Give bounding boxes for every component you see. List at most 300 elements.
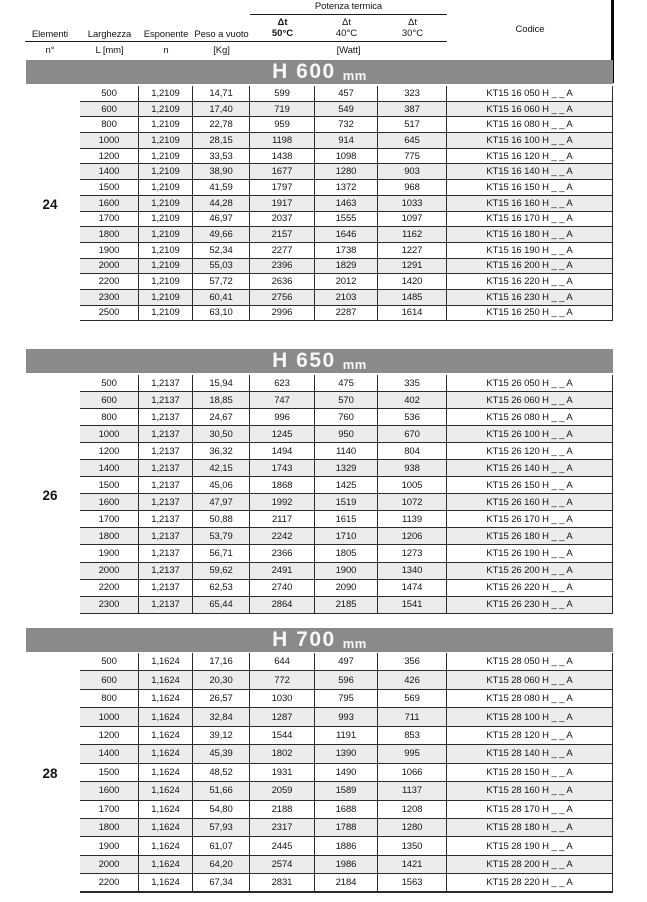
header-divider: [25, 41, 447, 42]
column-subheader-n: n°: [45, 45, 55, 56]
table-row: [80, 690, 613, 708]
table-row: [80, 511, 613, 528]
cell-peso-a-vuoto: 61,07: [193, 837, 250, 854]
cell-peso-a-vuoto: 55,03: [193, 259, 250, 274]
cell-potenza-40c: 457: [315, 86, 378, 101]
cell-codice: KT15 16 190 H _ _ A: [447, 243, 613, 258]
cell-codice: KT15 16 220 H _ _ A: [447, 274, 613, 289]
section-title: H 700: [272, 628, 336, 651]
cell-potenza-50c: 644: [250, 653, 315, 670]
cell-potenza-40c: 1589: [315, 782, 378, 799]
table-row: [80, 149, 613, 165]
cell-potenza-40c: 2090: [315, 580, 378, 596]
cell-codice: KT15 28 200 H _ _ A: [447, 856, 613, 873]
cell-potenza-30c: 1350: [378, 837, 447, 854]
cell-codice: KT15 28 150 H _ _ A: [447, 764, 613, 781]
cell-peso-a-vuoto: 22,78: [193, 117, 250, 132]
spec-table-h700: [80, 653, 613, 893]
cell-codice: KT15 16 050 H _ _ A: [447, 86, 613, 101]
table-row: [80, 727, 613, 745]
cell-potenza-50c: 2831: [250, 874, 315, 890]
cell-codice: KT15 28 220 H _ _ A: [447, 874, 613, 890]
cell-peso-a-vuoto: 24,67: [193, 409, 250, 425]
cell-peso-a-vuoto: 50,88: [193, 511, 250, 527]
cell-peso-a-vuoto: 63,10: [193, 306, 250, 321]
cell-codice: KT15 16 230 H _ _ A: [447, 290, 613, 305]
table-row: [80, 306, 613, 322]
cell-peso-a-vuoto: 42,15: [193, 460, 250, 476]
cell-larghezza: 1600: [80, 494, 139, 510]
column-subheader-watt: [Watt]: [336, 45, 361, 56]
cell-potenza-30c: 1097: [378, 212, 447, 227]
cell-peso-a-vuoto: 45,06: [193, 477, 250, 493]
cell-peso-a-vuoto: 54,80: [193, 801, 250, 818]
element-count-26: 26: [42, 488, 58, 503]
cell-larghezza: 1800: [80, 227, 139, 242]
cell-esponente: 1,2109: [139, 290, 193, 305]
table-row: [80, 745, 613, 763]
cell-larghezza: 1000: [80, 426, 139, 442]
table-row: [80, 528, 613, 545]
cell-codice: KT15 16 160 H _ _ A: [447, 196, 613, 211]
cell-potenza-50c: 1544: [250, 727, 315, 744]
cell-peso-a-vuoto: 56,71: [193, 545, 250, 561]
cell-larghezza: 1000: [80, 708, 139, 725]
column-subheader-l-mm: L [mm]: [95, 45, 124, 56]
cell-esponente: 1,2137: [139, 477, 193, 493]
cell-potenza-40c: 596: [315, 671, 378, 688]
column-header-larghezza: Larghezza: [87, 29, 132, 40]
cell-potenza-30c: 1421: [378, 856, 447, 873]
cell-potenza-30c: 1280: [378, 819, 447, 836]
cell-potenza-50c: 2445: [250, 837, 315, 854]
cell-potenza-30c: 1162: [378, 227, 447, 242]
cell-potenza-40c: 993: [315, 708, 378, 725]
table-row: [80, 102, 613, 118]
cell-potenza-50c: 2756: [250, 290, 315, 305]
cell-potenza-40c: 1425: [315, 477, 378, 493]
cell-potenza-50c: 2996: [250, 306, 315, 321]
cell-potenza-40c: 1738: [315, 243, 378, 258]
cell-potenza-40c: 2012: [315, 274, 378, 289]
cell-esponente: 1,2109: [139, 133, 193, 148]
column-header-codice: Codice: [515, 24, 545, 35]
cell-potenza-50c: 2277: [250, 243, 315, 258]
delta-t-symbol: Δt: [342, 17, 351, 28]
cell-esponente: 1,1624: [139, 819, 193, 836]
cell-larghezza: 1200: [80, 443, 139, 459]
cell-potenza-50c: 2366: [250, 545, 315, 561]
cell-potenza-40c: 1490: [315, 764, 378, 781]
cell-esponente: 1,2109: [139, 243, 193, 258]
cell-potenza-40c: 1710: [315, 528, 378, 544]
cell-potenza-40c: 1886: [315, 837, 378, 854]
spec-table-h650: [80, 375, 613, 614]
cell-peso-a-vuoto: 39,12: [193, 727, 250, 744]
table-row: [80, 801, 613, 819]
cell-larghezza: 1700: [80, 511, 139, 527]
table-row: [80, 164, 613, 180]
cell-larghezza: 1700: [80, 801, 139, 818]
cell-potenza-50c: 719: [250, 102, 315, 117]
cell-potenza-50c: 1931: [250, 764, 315, 781]
cell-larghezza: 1700: [80, 212, 139, 227]
cell-esponente: 1,2137: [139, 494, 193, 510]
table-row: [80, 837, 613, 855]
cell-potenza-40c: 1646: [315, 227, 378, 242]
cell-esponente: 1,2109: [139, 274, 193, 289]
cell-larghezza: 1200: [80, 149, 139, 164]
cell-larghezza: 2000: [80, 259, 139, 274]
cell-esponente: 1,2109: [139, 212, 193, 227]
cell-peso-a-vuoto: 14,71: [193, 86, 250, 101]
section-title-unit: mm: [342, 356, 367, 372]
column-subheader-kg: [Kg]: [213, 45, 230, 56]
cell-potenza-30c: 517: [378, 117, 447, 132]
cell-potenza-50c: 1868: [250, 477, 315, 493]
cell-peso-a-vuoto: 52,34: [193, 243, 250, 258]
cell-codice: KT15 28 190 H _ _ A: [447, 837, 613, 854]
cell-esponente: 1,1624: [139, 727, 193, 744]
table-row: [80, 708, 613, 726]
cell-potenza-40c: 570: [315, 392, 378, 408]
cell-potenza-50c: 1030: [250, 690, 315, 707]
cell-potenza-30c: 1066: [378, 764, 447, 781]
cell-larghezza: 1500: [80, 477, 139, 493]
cell-codice: KT15 16 170 H _ _ A: [447, 212, 613, 227]
table-row: [80, 409, 613, 426]
cell-potenza-30c: 645: [378, 133, 447, 148]
cell-potenza-30c: 903: [378, 164, 447, 179]
cell-esponente: 1,1624: [139, 690, 193, 707]
column-subheader-n-exp: n: [163, 45, 169, 56]
cell-potenza-40c: 1805: [315, 545, 378, 561]
cell-codice: KT15 26 160 H _ _ A: [447, 494, 613, 510]
cell-peso-a-vuoto: 67,34: [193, 874, 250, 890]
cell-esponente: 1,1624: [139, 764, 193, 781]
cell-potenza-30c: 402: [378, 392, 447, 408]
cell-esponente: 1,1624: [139, 801, 193, 818]
cell-larghezza: 600: [80, 392, 139, 408]
cell-codice: KT15 26 080 H _ _ A: [447, 409, 613, 425]
cell-codice: KT15 28 170 H _ _ A: [447, 801, 613, 818]
cell-larghezza: 1900: [80, 545, 139, 561]
cell-potenza-50c: 1198: [250, 133, 315, 148]
cell-peso-a-vuoto: 60,41: [193, 290, 250, 305]
cell-peso-a-vuoto: 53,79: [193, 528, 250, 544]
cell-potenza-30c: 387: [378, 102, 447, 117]
cell-potenza-40c: 1463: [315, 196, 378, 211]
cell-potenza-30c: 569: [378, 690, 447, 707]
cell-potenza-50c: 623: [250, 375, 315, 391]
spec-table-h600: [80, 86, 613, 321]
cell-codice: KT15 16 200 H _ _ A: [447, 259, 613, 274]
cell-peso-a-vuoto: 51,66: [193, 782, 250, 799]
cell-esponente: 1,1624: [139, 837, 193, 854]
column-header-elementi: Elementi: [31, 29, 69, 40]
cell-esponente: 1,2137: [139, 460, 193, 476]
cell-peso-a-vuoto: 49,66: [193, 227, 250, 242]
cell-peso-a-vuoto: 59,62: [193, 563, 250, 579]
cell-peso-a-vuoto: 26,57: [193, 690, 250, 707]
cell-potenza-40c: 1329: [315, 460, 378, 476]
cell-potenza-50c: 996: [250, 409, 315, 425]
cell-potenza-30c: 995: [378, 745, 447, 762]
section-band-h600: [26, 60, 613, 84]
section-band-h700: [26, 628, 613, 652]
cell-potenza-30c: 1291: [378, 259, 447, 274]
cell-larghezza: 1600: [80, 196, 139, 211]
cell-codice: KT15 16 100 H _ _ A: [447, 133, 613, 148]
cell-potenza-50c: 2740: [250, 580, 315, 596]
cell-peso-a-vuoto: 18,85: [193, 392, 250, 408]
cell-peso-a-vuoto: 46,97: [193, 212, 250, 227]
cell-esponente: 1,2137: [139, 375, 193, 391]
cell-potenza-50c: 1287: [250, 708, 315, 725]
cell-potenza-30c: 1614: [378, 306, 447, 321]
table-row: [80, 819, 613, 837]
cell-larghezza: 2200: [80, 274, 139, 289]
cell-potenza-50c: 2037: [250, 212, 315, 227]
cell-esponente: 1,2137: [139, 597, 193, 613]
cell-larghezza: 500: [80, 375, 139, 391]
cell-codice: KT15 28 100 H _ _ A: [447, 708, 613, 725]
cell-codice: KT15 28 050 H _ _ A: [447, 653, 613, 670]
cell-potenza-30c: 1474: [378, 580, 447, 596]
cell-potenza-30c: 1139: [378, 511, 447, 527]
cell-potenza-30c: 1208: [378, 801, 447, 818]
cell-potenza-40c: 1519: [315, 494, 378, 510]
cell-larghezza: 1500: [80, 764, 139, 781]
dt50-temp: 50°C: [271, 28, 294, 39]
cell-codice: KT15 26 170 H _ _ A: [447, 511, 613, 527]
table-row: [80, 290, 613, 306]
cell-potenza-30c: 356: [378, 653, 447, 670]
cell-larghezza: 2500: [80, 306, 139, 321]
cell-potenza-30c: 1033: [378, 196, 447, 211]
cell-potenza-50c: 1992: [250, 494, 315, 510]
cell-esponente: 1,2137: [139, 528, 193, 544]
cell-codice: KT15 16 080 H _ _ A: [447, 117, 613, 132]
cell-esponente: 1,2109: [139, 227, 193, 242]
cell-codice: KT15 26 200 H _ _ A: [447, 563, 613, 579]
cell-larghezza: 600: [80, 102, 139, 117]
cell-potenza-40c: 732: [315, 117, 378, 132]
cell-potenza-50c: 2636: [250, 274, 315, 289]
cell-codice: KT15 26 140 H _ _ A: [447, 460, 613, 476]
table-row: [80, 782, 613, 800]
cell-potenza-50c: 2059: [250, 782, 315, 799]
cell-esponente: 1,2137: [139, 580, 193, 596]
table-row: [80, 180, 613, 196]
cell-esponente: 1,2109: [139, 102, 193, 117]
cell-potenza-40c: 1900: [315, 563, 378, 579]
cell-esponente: 1,1624: [139, 782, 193, 799]
section-band-h650: [26, 349, 613, 373]
cell-potenza-40c: 1191: [315, 727, 378, 744]
cell-potenza-50c: 747: [250, 392, 315, 408]
cell-potenza-30c: 323: [378, 86, 447, 101]
table-row: [80, 243, 613, 259]
cell-potenza-30c: 853: [378, 727, 447, 744]
table-row: [80, 196, 613, 212]
cell-potenza-40c: 1390: [315, 745, 378, 762]
cell-larghezza: 1500: [80, 180, 139, 195]
cell-peso-a-vuoto: 62,53: [193, 580, 250, 596]
cell-esponente: 1,2109: [139, 149, 193, 164]
cell-peso-a-vuoto: 44,28: [193, 196, 250, 211]
cell-potenza-40c: 2287: [315, 306, 378, 321]
cell-potenza-40c: 1555: [315, 212, 378, 227]
cell-esponente: 1,2109: [139, 164, 193, 179]
cell-potenza-30c: 1005: [378, 477, 447, 493]
cell-potenza-50c: 1245: [250, 426, 315, 442]
cell-potenza-40c: 475: [315, 375, 378, 391]
cell-larghezza: 2300: [80, 597, 139, 613]
cell-potenza-30c: 1563: [378, 874, 447, 890]
delta-t-symbol: Δt: [408, 17, 417, 28]
cell-larghezza: 1000: [80, 133, 139, 148]
cell-esponente: 1,2137: [139, 511, 193, 527]
cell-potenza-50c: 2491: [250, 563, 315, 579]
cell-esponente: 1,1624: [139, 671, 193, 688]
column-header-peso-a-vuoto: Peso a vuoto: [194, 29, 249, 40]
table-row: [80, 274, 613, 290]
table-row: [80, 563, 613, 580]
table-row: [80, 117, 613, 133]
cell-esponente: 1,2109: [139, 86, 193, 101]
cell-esponente: 1,2109: [139, 259, 193, 274]
cell-larghezza: 1400: [80, 164, 139, 179]
cell-codice: KT15 28 160 H _ _ A: [447, 782, 613, 799]
element-count-24: 24: [42, 197, 58, 212]
cell-potenza-30c: 1206: [378, 528, 447, 544]
cell-potenza-50c: 2242: [250, 528, 315, 544]
cell-potenza-40c: 2103: [315, 290, 378, 305]
cell-potenza-30c: 968: [378, 180, 447, 195]
cell-larghezza: 1400: [80, 460, 139, 476]
cell-codice: KT15 26 120 H _ _ A: [447, 443, 613, 459]
column-header-dt30: [378, 17, 447, 39]
cell-larghezza: 800: [80, 409, 139, 425]
table-row: [80, 580, 613, 597]
table-row: [80, 460, 613, 477]
table-row: [80, 477, 613, 494]
cell-potenza-50c: 599: [250, 86, 315, 101]
cell-potenza-30c: 1072: [378, 494, 447, 510]
cell-peso-a-vuoto: 64,20: [193, 856, 250, 873]
cell-esponente: 1,2109: [139, 180, 193, 195]
column-header-dt50: [250, 17, 315, 39]
cell-larghezza: 2200: [80, 580, 139, 596]
cell-potenza-50c: 1743: [250, 460, 315, 476]
cell-codice: KT15 26 060 H _ _ A: [447, 392, 613, 408]
cell-peso-a-vuoto: 45,39: [193, 745, 250, 762]
cell-potenza-30c: 775: [378, 149, 447, 164]
cell-larghezza: 800: [80, 690, 139, 707]
cell-potenza-30c: 804: [378, 443, 447, 459]
cell-potenza-50c: 2864: [250, 597, 315, 613]
table-row: [80, 133, 613, 149]
section-title-unit: mm: [342, 635, 367, 651]
cell-potenza-30c: 938: [378, 460, 447, 476]
table-row: [80, 375, 613, 392]
cell-larghezza: 2300: [80, 290, 139, 305]
cell-peso-a-vuoto: 57,72: [193, 274, 250, 289]
table-row: [80, 392, 613, 409]
cell-peso-a-vuoto: 20,30: [193, 671, 250, 688]
cell-esponente: 1,2109: [139, 306, 193, 321]
cell-esponente: 1,2137: [139, 392, 193, 408]
cell-potenza-50c: 1917: [250, 196, 315, 211]
cell-esponente: 1,2137: [139, 443, 193, 459]
table-row: [80, 671, 613, 689]
table-row: [80, 874, 613, 892]
table-row: [80, 426, 613, 443]
section-title-unit: mm: [342, 67, 367, 83]
cell-peso-a-vuoto: 36,32: [193, 443, 250, 459]
cell-codice: KT15 26 220 H _ _ A: [447, 580, 613, 596]
cell-potenza-50c: 2574: [250, 856, 315, 873]
cell-potenza-40c: 2185: [315, 597, 378, 613]
table-row: [80, 597, 613, 614]
cell-codice: KT15 28 140 H _ _ A: [447, 745, 613, 762]
cell-potenza-40c: 1140: [315, 443, 378, 459]
cell-larghezza: 2200: [80, 874, 139, 890]
cell-esponente: 1,1624: [139, 708, 193, 725]
cell-codice: KT15 28 120 H _ _ A: [447, 727, 613, 744]
cell-larghezza: 1200: [80, 727, 139, 744]
cell-larghezza: 2000: [80, 563, 139, 579]
cell-peso-a-vuoto: 41,59: [193, 180, 250, 195]
cell-potenza-40c: 497: [315, 653, 378, 670]
cell-larghezza: 1900: [80, 837, 139, 854]
dt30-temp: 30°C: [401, 28, 424, 39]
cell-codice: KT15 26 050 H _ _ A: [447, 375, 613, 391]
cell-potenza-30c: 1340: [378, 563, 447, 579]
power-group-title: Potenza termica: [314, 1, 383, 12]
cell-potenza-40c: 760: [315, 409, 378, 425]
table-row: [80, 259, 613, 275]
cell-potenza-50c: 959: [250, 117, 315, 132]
cell-potenza-30c: 1485: [378, 290, 447, 305]
cell-larghezza: 1400: [80, 745, 139, 762]
cell-potenza-30c: 426: [378, 671, 447, 688]
cell-codice: KT15 26 180 H _ _ A: [447, 528, 613, 544]
cell-esponente: 1,2109: [139, 117, 193, 132]
cell-esponente: 1,1624: [139, 856, 193, 873]
delta-t-symbol: Δt: [277, 17, 288, 28]
power-group-divider: [250, 14, 447, 15]
cell-esponente: 1,2137: [139, 409, 193, 425]
section-title: H 650: [272, 349, 336, 372]
cell-codice: KT15 28 060 H _ _ A: [447, 671, 613, 688]
cell-peso-a-vuoto: 33,53: [193, 149, 250, 164]
cell-larghezza: 2000: [80, 856, 139, 873]
cell-codice: KT15 16 250 H _ _ A: [447, 306, 613, 321]
table-row: [80, 86, 613, 102]
cell-larghezza: 600: [80, 671, 139, 688]
cell-potenza-40c: 1986: [315, 856, 378, 873]
table-row: [80, 764, 613, 782]
cell-larghezza: 500: [80, 653, 139, 670]
cell-esponente: 1,2109: [139, 196, 193, 211]
cell-potenza-30c: 335: [378, 375, 447, 391]
table-row: [80, 212, 613, 228]
dt40-temp: 40°C: [335, 28, 358, 39]
cell-codice: KT15 28 180 H _ _ A: [447, 819, 613, 836]
table-row: [80, 227, 613, 243]
